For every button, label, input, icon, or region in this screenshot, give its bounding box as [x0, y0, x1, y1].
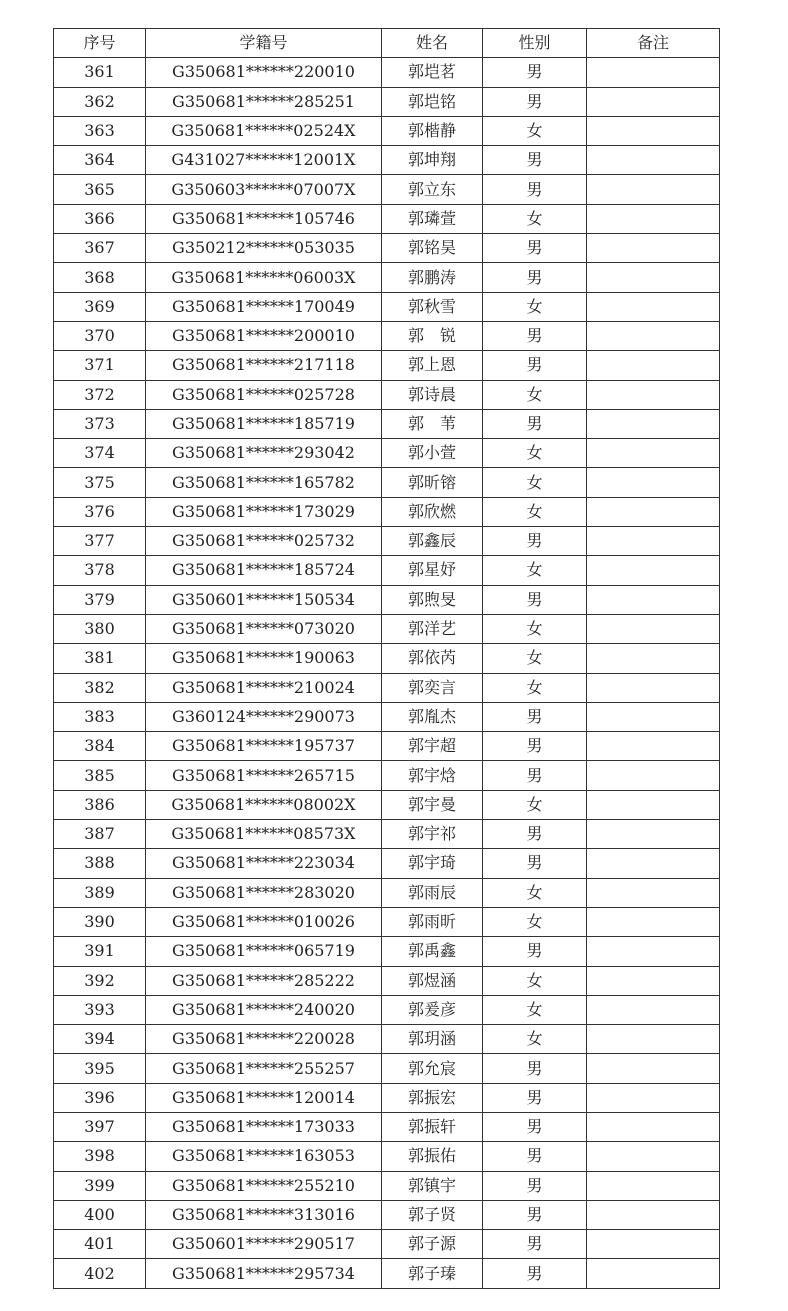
cell-gender: 女 [483, 439, 587, 468]
cell-no: 373 [54, 409, 146, 438]
table-body [54, 58, 720, 1288]
student-roster-table [53, 28, 720, 1289]
cell-remark [587, 1171, 720, 1200]
cell-gender: 男 [483, 146, 587, 175]
cell-remark [587, 966, 720, 995]
cell-no: 388 [54, 849, 146, 878]
cell-remark [587, 292, 720, 321]
cell-no: 361 [54, 58, 146, 87]
cell-student-id: G350681******240020 [146, 995, 382, 1024]
cell-student-id: G350681******163053 [146, 1142, 382, 1171]
cell-no: 387 [54, 820, 146, 849]
cell-remark [587, 585, 720, 614]
cell-name: 郭欣燃 [382, 497, 483, 526]
cell-no: 390 [54, 907, 146, 936]
table-row [54, 556, 720, 585]
cell-remark [587, 380, 720, 409]
cell-gender: 女 [483, 614, 587, 643]
table-row [54, 673, 720, 702]
table-row [54, 585, 720, 614]
cell-remark [587, 58, 720, 87]
header-row [54, 29, 720, 58]
table-row [54, 732, 720, 761]
cell-gender: 男 [483, 527, 587, 556]
cell-name: 郭胤杰 [382, 702, 483, 731]
table-row [54, 1259, 720, 1288]
cell-student-id: G350681******185719 [146, 409, 382, 438]
table-row [54, 263, 720, 292]
cell-no: 378 [54, 556, 146, 585]
cell-remark [587, 878, 720, 907]
header-name: 姓名 [382, 29, 483, 58]
cell-no: 385 [54, 761, 146, 790]
cell-no: 376 [54, 497, 146, 526]
cell-name: 郭镇宇 [382, 1171, 483, 1200]
cell-name: 郭诗晨 [382, 380, 483, 409]
cell-name: 郭子贤 [382, 1200, 483, 1229]
table-row [54, 497, 720, 526]
cell-no: 372 [54, 380, 146, 409]
header-no: 序号 [54, 29, 146, 58]
cell-student-id: G350681******210024 [146, 673, 382, 702]
table-row [54, 1054, 720, 1083]
cell-remark [587, 644, 720, 673]
cell-gender: 女 [483, 556, 587, 585]
cell-no: 401 [54, 1230, 146, 1259]
cell-remark [587, 849, 720, 878]
table-row [54, 761, 720, 790]
cell-no: 395 [54, 1054, 146, 1083]
cell-remark [587, 937, 720, 966]
cell-name: 郭玥涵 [382, 1025, 483, 1054]
cell-no: 383 [54, 702, 146, 731]
cell-remark [587, 321, 720, 350]
cell-student-id: G350603******07007X [146, 175, 382, 204]
cell-student-id: G350681******293042 [146, 439, 382, 468]
cell-name: 郭 锐 [382, 321, 483, 350]
cell-student-id: G350681******08573X [146, 820, 382, 849]
cell-gender: 男 [483, 87, 587, 116]
cell-student-id: G350601******150534 [146, 585, 382, 614]
cell-remark [587, 1230, 720, 1259]
cell-student-id: G350681******285251 [146, 87, 382, 116]
cell-name: 郭允宸 [382, 1054, 483, 1083]
table-row [54, 849, 720, 878]
cell-remark [587, 351, 720, 380]
cell-student-id: G350681******217118 [146, 351, 382, 380]
cell-gender: 男 [483, 1200, 587, 1229]
cell-student-id: G350681******173029 [146, 497, 382, 526]
cell-gender: 男 [483, 937, 587, 966]
cell-student-id: G350681******220028 [146, 1025, 382, 1054]
table-row [54, 527, 720, 556]
cell-remark [587, 234, 720, 263]
cell-no: 369 [54, 292, 146, 321]
cell-remark [587, 790, 720, 819]
cell-no: 375 [54, 468, 146, 497]
cell-student-id: G350681******223034 [146, 849, 382, 878]
cell-student-id: G350681******313016 [146, 1200, 382, 1229]
cell-no: 397 [54, 1112, 146, 1141]
cell-no: 400 [54, 1200, 146, 1229]
header-gender: 性别 [483, 29, 587, 58]
cell-student-id: G350681******283020 [146, 878, 382, 907]
cell-name: 郭依芮 [382, 644, 483, 673]
cell-student-id: G350212******053035 [146, 234, 382, 263]
cell-gender: 女 [483, 907, 587, 936]
cell-gender: 男 [483, 585, 587, 614]
cell-student-id: G350681******165782 [146, 468, 382, 497]
cell-student-id: G350681******220010 [146, 58, 382, 87]
cell-name: 郭秋雪 [382, 292, 483, 321]
cell-no: 371 [54, 351, 146, 380]
cell-remark [587, 1083, 720, 1112]
cell-remark [587, 1025, 720, 1054]
cell-no: 380 [54, 614, 146, 643]
cell-name: 郭垲茗 [382, 58, 483, 87]
cell-gender: 男 [483, 1142, 587, 1171]
cell-remark [587, 1112, 720, 1141]
cell-student-id: G431027******12001X [146, 146, 382, 175]
table-row [54, 175, 720, 204]
cell-no: 402 [54, 1259, 146, 1288]
cell-remark [587, 468, 720, 497]
cell-no: 389 [54, 878, 146, 907]
cell-remark [587, 87, 720, 116]
cell-gender: 男 [483, 1083, 587, 1112]
table-row [54, 820, 720, 849]
cell-gender: 男 [483, 1259, 587, 1288]
cell-gender: 女 [483, 292, 587, 321]
table-row [54, 146, 720, 175]
cell-student-id: G350681******010026 [146, 907, 382, 936]
cell-remark [587, 409, 720, 438]
cell-name: 郭子瑧 [382, 1259, 483, 1288]
cell-student-id: G350681******185724 [146, 556, 382, 585]
cell-name: 郭璘萱 [382, 204, 483, 233]
cell-remark [587, 995, 720, 1024]
cell-remark [587, 175, 720, 204]
cell-remark [587, 1054, 720, 1083]
cell-gender: 男 [483, 820, 587, 849]
cell-gender: 男 [483, 409, 587, 438]
table-row [54, 1171, 720, 1200]
cell-gender: 男 [483, 761, 587, 790]
cell-name: 郭鹏涛 [382, 263, 483, 292]
cell-name: 郭上恩 [382, 351, 483, 380]
cell-gender: 男 [483, 1112, 587, 1141]
cell-gender: 女 [483, 204, 587, 233]
table-row [54, 1083, 720, 1112]
cell-name: 郭立东 [382, 175, 483, 204]
table-row [54, 1230, 720, 1259]
cell-no: 363 [54, 116, 146, 145]
cell-student-id: G350681******295734 [146, 1259, 382, 1288]
cell-gender: 男 [483, 234, 587, 263]
cell-no: 377 [54, 527, 146, 556]
cell-gender: 男 [483, 263, 587, 292]
cell-name: 郭雨昕 [382, 907, 483, 936]
table-row [54, 907, 720, 936]
table-row [54, 321, 720, 350]
cell-remark [587, 907, 720, 936]
cell-student-id: G350681******105746 [146, 204, 382, 233]
cell-remark [587, 263, 720, 292]
cell-no: 367 [54, 234, 146, 263]
table-row [54, 439, 720, 468]
cell-student-id: G350601******290517 [146, 1230, 382, 1259]
cell-name: 郭铭昊 [382, 234, 483, 263]
cell-name: 郭爰彦 [382, 995, 483, 1024]
cell-gender: 男 [483, 1171, 587, 1200]
cell-no: 364 [54, 146, 146, 175]
cell-student-id: G350681******08002X [146, 790, 382, 819]
cell-gender: 男 [483, 732, 587, 761]
table-row [54, 468, 720, 497]
cell-name: 郭楷静 [382, 116, 483, 145]
cell-gender: 男 [483, 175, 587, 204]
cell-name: 郭禹鑫 [382, 937, 483, 966]
cell-remark [587, 1142, 720, 1171]
cell-gender: 男 [483, 1054, 587, 1083]
header-student-id: 学籍号 [146, 29, 382, 58]
cell-name: 郭子源 [382, 1230, 483, 1259]
table-row [54, 58, 720, 87]
cell-gender: 男 [483, 849, 587, 878]
cell-gender: 男 [483, 321, 587, 350]
cell-gender: 女 [483, 878, 587, 907]
cell-student-id: G350681******255210 [146, 1171, 382, 1200]
cell-gender: 女 [483, 966, 587, 995]
cell-student-id: G350681******170049 [146, 292, 382, 321]
table-row [54, 790, 720, 819]
cell-remark [587, 673, 720, 702]
table-row [54, 87, 720, 116]
cell-student-id: G350681******02524X [146, 116, 382, 145]
cell-remark [587, 556, 720, 585]
cell-gender: 女 [483, 468, 587, 497]
table-row [54, 116, 720, 145]
cell-name: 郭坤翔 [382, 146, 483, 175]
cell-student-id: G350681******073020 [146, 614, 382, 643]
cell-no: 391 [54, 937, 146, 966]
table-row [54, 878, 720, 907]
cell-no: 399 [54, 1171, 146, 1200]
cell-remark [587, 204, 720, 233]
table-row [54, 1200, 720, 1229]
table-row [54, 409, 720, 438]
cell-no: 368 [54, 263, 146, 292]
cell-remark [587, 1200, 720, 1229]
cell-remark [587, 146, 720, 175]
cell-gender: 女 [483, 995, 587, 1024]
cell-name: 郭振轩 [382, 1112, 483, 1141]
cell-student-id: G350681******285222 [146, 966, 382, 995]
cell-gender: 男 [483, 58, 587, 87]
cell-remark [587, 1259, 720, 1288]
table-row [54, 351, 720, 380]
cell-student-id: G350681******190063 [146, 644, 382, 673]
cell-no: 392 [54, 966, 146, 995]
cell-gender: 女 [483, 790, 587, 819]
cell-remark [587, 116, 720, 145]
table-row [54, 1112, 720, 1141]
cell-remark [587, 497, 720, 526]
cell-remark [587, 614, 720, 643]
table-row [54, 204, 720, 233]
cell-remark [587, 702, 720, 731]
cell-name: 郭煦旻 [382, 585, 483, 614]
cell-name: 郭宇曼 [382, 790, 483, 819]
table-row [54, 702, 720, 731]
cell-name: 郭振宏 [382, 1083, 483, 1112]
cell-remark [587, 820, 720, 849]
table-row [54, 966, 720, 995]
table-header [54, 29, 720, 58]
cell-no: 366 [54, 204, 146, 233]
cell-remark [587, 439, 720, 468]
cell-name: 郭洋艺 [382, 614, 483, 643]
table-row [54, 234, 720, 263]
cell-gender: 男 [483, 1230, 587, 1259]
cell-no: 379 [54, 585, 146, 614]
cell-no: 394 [54, 1025, 146, 1054]
table-row [54, 614, 720, 643]
cell-name: 郭鑫辰 [382, 527, 483, 556]
table-row [54, 380, 720, 409]
cell-name: 郭宇焓 [382, 761, 483, 790]
cell-name: 郭宇祁 [382, 820, 483, 849]
table-row [54, 1142, 720, 1171]
table-row [54, 292, 720, 321]
cell-student-id: G350681******195737 [146, 732, 382, 761]
cell-gender: 女 [483, 644, 587, 673]
cell-gender: 男 [483, 351, 587, 380]
cell-gender: 女 [483, 380, 587, 409]
cell-student-id: G350681******025732 [146, 527, 382, 556]
cell-student-id: G350681******025728 [146, 380, 382, 409]
cell-gender: 女 [483, 673, 587, 702]
cell-name: 郭宇琦 [382, 849, 483, 878]
cell-remark [587, 732, 720, 761]
table-row [54, 937, 720, 966]
cell-no: 384 [54, 732, 146, 761]
cell-gender: 女 [483, 1025, 587, 1054]
cell-no: 374 [54, 439, 146, 468]
header-remark: 备注 [587, 29, 720, 58]
cell-no: 398 [54, 1142, 146, 1171]
table-row [54, 644, 720, 673]
table-row [54, 1025, 720, 1054]
cell-remark [587, 761, 720, 790]
cell-student-id: G360124******290073 [146, 702, 382, 731]
cell-name: 郭奕言 [382, 673, 483, 702]
cell-student-id: G350681******173033 [146, 1112, 382, 1141]
cell-student-id: G350681******200010 [146, 321, 382, 350]
cell-name: 郭星妤 [382, 556, 483, 585]
cell-gender: 男 [483, 702, 587, 731]
cell-student-id: G350681******265715 [146, 761, 382, 790]
cell-no: 386 [54, 790, 146, 819]
cell-name: 郭昕镕 [382, 468, 483, 497]
cell-no: 396 [54, 1083, 146, 1112]
cell-name: 郭小萱 [382, 439, 483, 468]
cell-gender: 女 [483, 497, 587, 526]
cell-student-id: G350681******255257 [146, 1054, 382, 1083]
cell-student-id: G350681******120014 [146, 1083, 382, 1112]
cell-name: 郭宇超 [382, 732, 483, 761]
cell-no: 381 [54, 644, 146, 673]
cell-name: 郭煜涵 [382, 966, 483, 995]
cell-no: 382 [54, 673, 146, 702]
cell-gender: 女 [483, 116, 587, 145]
cell-student-id: G350681******06003X [146, 263, 382, 292]
cell-no: 370 [54, 321, 146, 350]
cell-student-id: G350681******065719 [146, 937, 382, 966]
cell-no: 362 [54, 87, 146, 116]
cell-remark [587, 527, 720, 556]
cell-name: 郭垲铭 [382, 87, 483, 116]
cell-no: 393 [54, 995, 146, 1024]
table-row [54, 995, 720, 1024]
cell-name: 郭振佑 [382, 1142, 483, 1171]
cell-name: 郭 苇 [382, 409, 483, 438]
cell-no: 365 [54, 175, 146, 204]
cell-name: 郭雨辰 [382, 878, 483, 907]
